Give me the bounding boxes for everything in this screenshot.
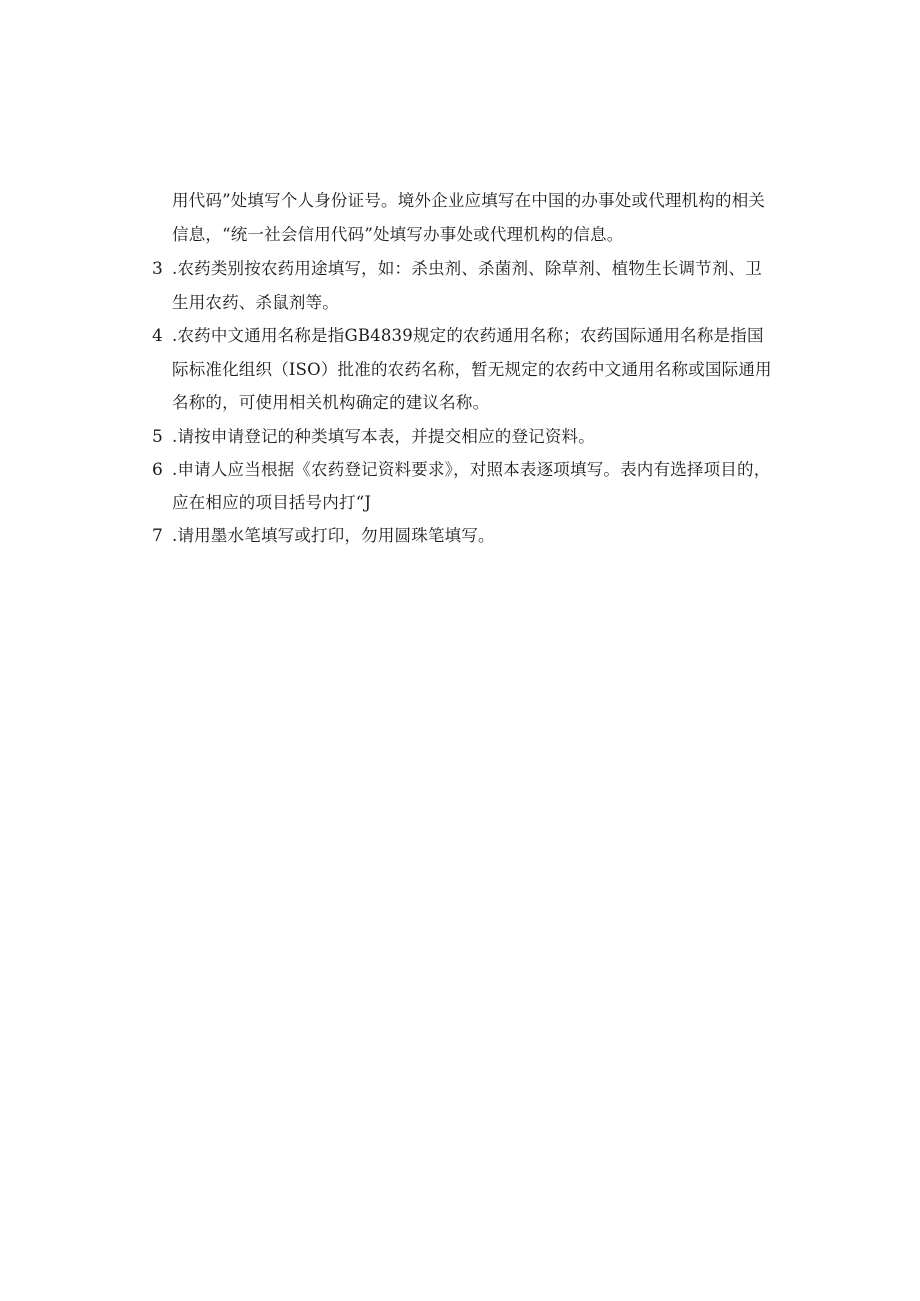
item-7-number: 7 [152, 526, 163, 546]
item-4-line-2: 际标准化组织（ISO）批准的农药名称，暂无规定的农药中文通用名称或国际通用 [172, 360, 772, 379]
item-4-line-1: .农药中文通用名称是指GB4839规定的农药通用名称；农药国际通用名称是指国 [172, 326, 764, 345]
item-3-line-2: 生用农药、杀鼠剂等。 [172, 293, 339, 312]
item-6-line-1: .申请人应当根据《农药登记资料要求》，对照本表逐项填写。表内有选择项目的， [172, 460, 771, 479]
item-6-number: 6 [152, 460, 163, 480]
item-5-line-1: .请按申请登记的种类填写本表，并提交相应的登记资料。 [172, 427, 595, 446]
item-2-line-1: 用代码”处填写个人身份证号。境外企业应填写在中国的办事处或代理机构的相关 [172, 191, 766, 210]
item-3-line-1: .农药类别按农药用途填写，如：杀虫剂、杀菌剂、除草剂、植物生长调节剂、卫 [172, 259, 762, 278]
item-4-line-3: 名称的，可使用相关机构确定的建议名称。 [172, 393, 490, 412]
item-7-line-1: .请用墨水笔填写或打印，勿用圆珠笔填写。 [172, 526, 495, 545]
item-4-number: 4 [152, 326, 163, 346]
item-5-number: 5 [152, 427, 163, 447]
item-3-number: 3 [152, 259, 163, 279]
item-6-line-2: 应在相应的项目括号内打“J [172, 493, 372, 512]
item-2-line-2: 信息，“统一社会信用代码”处填写办事处或代理机构的信息。 [172, 225, 624, 244]
